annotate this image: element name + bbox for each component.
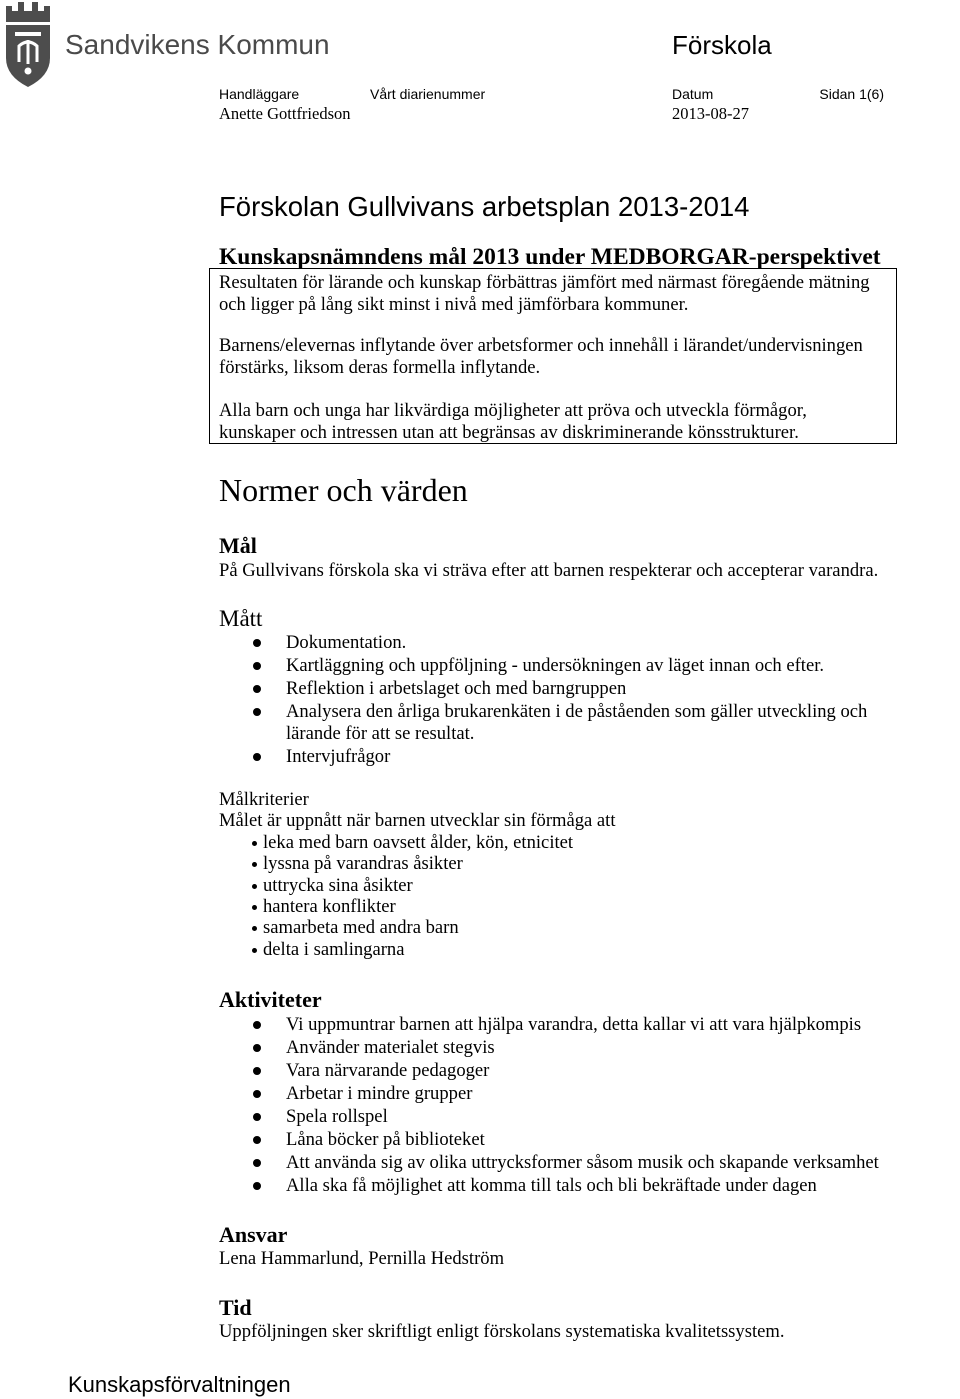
- goal-paragraph-line: förstärks, liksom deras formella inflytande.: [219, 357, 541, 378]
- list-item: Dokumentation.: [286, 632, 407, 653]
- section-heading: Normer och värden: [219, 472, 468, 508]
- list-item: hantera konflikter: [263, 896, 396, 917]
- bullet-icon: [252, 948, 257, 953]
- document-category: Förskola: [672, 30, 772, 60]
- list-item: Att använda sig av olika uttrycksformer såsom musik och skapande verksamhet: [286, 1152, 879, 1173]
- reference-label: Vårt diarienummer: [370, 86, 486, 102]
- list-item: Analysera den årliga brukarenkäten i de påståenden som gäller utveckling och lärande för att se resultat.: [286, 701, 868, 744]
- list-item: Reflektion i arbetslaget och med barngruppen: [286, 678, 627, 699]
- criteria-heading: Målkriterier: [219, 789, 309, 810]
- bullet-icon: [253, 1044, 261, 1052]
- goal-heading: Mål: [219, 533, 257, 558]
- goal-paragraph-line: kunskaper och intressen utan att begränsas av diskriminerande könsstrukturer.: [219, 422, 799, 443]
- list-item: Kartläggning och uppföljning - undersökningen av läget innan och efter.: [286, 655, 825, 676]
- responsible-heading: Ansvar: [219, 1222, 288, 1247]
- bullet-icon: [253, 1136, 261, 1144]
- bullet-icon: [252, 884, 257, 889]
- bullet-icon: [252, 841, 257, 846]
- responsible-text: Lena Hammarlund, Pernilla Hedström: [219, 1248, 505, 1269]
- list-item: samarbeta med andra barn: [263, 917, 459, 938]
- list-item: Arbetar i mindre grupper: [286, 1083, 473, 1104]
- bullet-icon: [253, 685, 261, 693]
- bullet-icon: [253, 1113, 261, 1121]
- bullet-icon: [253, 1067, 261, 1075]
- bullet-icon: [253, 708, 261, 716]
- date-label: Datum: [672, 86, 714, 102]
- goal-paragraph-line: och ligger på lång sikt minst i nivå med jämförbara kommuner.: [219, 294, 689, 315]
- document-date: 2013-08-27: [672, 104, 749, 123]
- list-item: uttrycka sina åsikter: [263, 875, 413, 896]
- coat-of-arms-icon: [3, 0, 53, 88]
- list-item: Låna böcker på biblioteket: [286, 1129, 485, 1150]
- bullet-icon: [252, 862, 257, 867]
- footer-organization: Kunskapsförvaltningen: [68, 1372, 291, 1397]
- bullet-icon: [253, 1182, 261, 1190]
- goal-paragraph-line: Alla barn och unga har likvärdiga möjligheter att pröva och utveckla förmågor,: [219, 400, 807, 421]
- handler-label: Handläggare: [219, 86, 300, 102]
- criteria-intro: Målet är uppnått när barnen utvecklar sin förmåga att: [219, 810, 616, 831]
- list-item: Intervjufrågor: [286, 746, 391, 767]
- timeline-text: Uppföljningen sker skriftligt enligt förskolans systematiska kvalitetssystem.: [219, 1321, 785, 1342]
- measures-heading: Mått: [219, 606, 263, 631]
- list-item: delta i samlingarna: [263, 939, 405, 960]
- list-item: Använder materialet stegvis: [286, 1037, 495, 1058]
- timeline-heading: Tid: [219, 1295, 252, 1320]
- goal-paragraph-line: Barnens/elevernas inflytande över arbetsformer och innehåll i lärandet/undervisningen: [219, 335, 863, 356]
- activities-heading: Aktiviteter: [219, 987, 322, 1012]
- logo-text: Sandvikens Kommun: [65, 29, 330, 60]
- bullet-icon: [253, 753, 261, 761]
- bullet-icon: [253, 662, 261, 670]
- list-item: Spela rollspel: [286, 1106, 388, 1127]
- bullet-icon: [252, 926, 257, 931]
- list-item: Vara närvarande pedagoger: [286, 1060, 490, 1081]
- list-item: Vi uppmuntrar barnen att hjälpa varandra, detta kallar vi att vara hjälpkompis: [286, 1014, 862, 1035]
- page-title: Förskolan Gullvivans arbetsplan 2013-2014: [219, 191, 750, 222]
- committee-goals-heading: Kunskapsnämndens mål 2013 under MEDBORGAR-perspektivet: [219, 244, 881, 270]
- bullet-icon: [253, 639, 261, 647]
- bullet-icon: [253, 1159, 261, 1167]
- bullet-icon: [253, 1090, 261, 1098]
- bullet-icon: [252, 905, 257, 910]
- goal-paragraph-line: Resultaten för lärande och kunskap förbättras jämfört med närmast föregående mätning: [219, 272, 870, 293]
- list-item: lyssna på varandras åsikter: [263, 853, 463, 874]
- goal-text: På Gullvivans förskola ska vi sträva efter att barnen respekterar och accepterar varandra.: [219, 560, 879, 581]
- handler-name: Anette Gottfriedson: [219, 104, 351, 123]
- bullet-icon: [253, 1021, 261, 1029]
- list-item: Alla ska få möjlighet att komma till tals och bli bekräftade under dagen: [286, 1175, 817, 1196]
- page-number: Sidan 1(6): [819, 86, 884, 102]
- list-item: leka med barn oavsett ålder, kön, etnicitet: [263, 832, 574, 853]
